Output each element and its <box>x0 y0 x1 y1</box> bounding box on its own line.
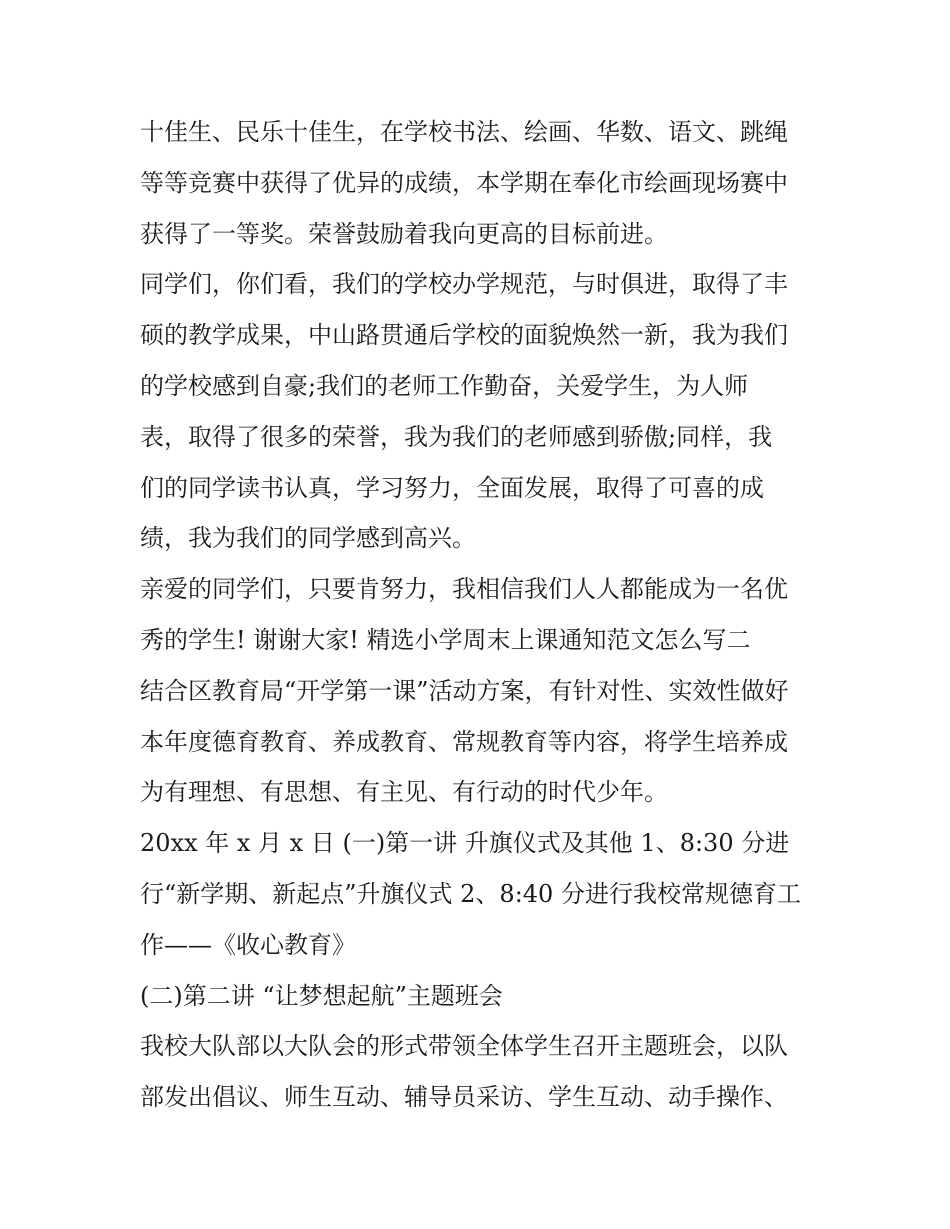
text-line: 同学们，你们看，我们的学校办学规范，与时俱进，取得了丰 <box>140 270 788 299</box>
text-line: 绩，我为我们的同学感到高兴。 <box>140 524 476 553</box>
text-line: (二)第二讲 “让梦想起航”主题班会 <box>140 981 503 1010</box>
text-line: 部发出倡议、师生互动、辅导员采访、学生互动、动手操作、 <box>140 1083 788 1112</box>
text-line: 为有理想、有思想、有主见、有行动的时代少年。 <box>140 778 668 807</box>
text-line: 十佳生、民乐十佳生，在学校书法、绘画、华数、语文、跳绳 <box>140 118 788 146</box>
text-line: 我校大队部以大队会的形式带领全体学生召开主题班会，以队 <box>140 1032 788 1061</box>
document-body <box>140 107 820 1123</box>
text-line: 秀的学生! 谢谢大家! 精选小学周末上课通知范文怎么写二 <box>140 625 751 654</box>
text-line: 获得了一等奖。荣誉鼓励着我向更高的目标前进。 <box>140 219 668 248</box>
text-line: 亲爱的同学们，只要肯努力，我相信我们人人都能成为一名优 <box>140 575 788 604</box>
text-line: 们的同学读书认真，学习努力，全面发展，取得了可喜的成 <box>140 473 764 502</box>
text-line: 20xx 年 x 月 x 日 (一)第一讲 升旗仪式及其他 1、8:30 分进 <box>140 829 790 858</box>
text-line: 等等竞赛中获得了优异的成绩，本学期在奉化市绘画现场赛中 <box>140 168 788 197</box>
text-line: 结合区教育局“开学第一课”活动方案，有针对性、实效性做好 <box>140 676 789 705</box>
text-line: 本年度德育教育、养成教育、常规教育等内容，将学生培养成 <box>140 727 788 756</box>
text-line: 表，取得了很多的荣誉，我为我们的老师感到骄傲;同样，我 <box>140 422 773 451</box>
text-line: 的学校感到自豪;我们的老师工作勤奋，关爱学生，为人师 <box>140 371 749 400</box>
text-line: 作——《收心教育》 <box>140 930 356 959</box>
text-line: 硕的教学成果，中山路贯通后学校的面貌焕然一新，我为我们 <box>140 321 788 350</box>
text-line: 行“新学期、新起点”升旗仪式 2、8:40 分进行我校常规德育工 <box>140 879 801 908</box>
